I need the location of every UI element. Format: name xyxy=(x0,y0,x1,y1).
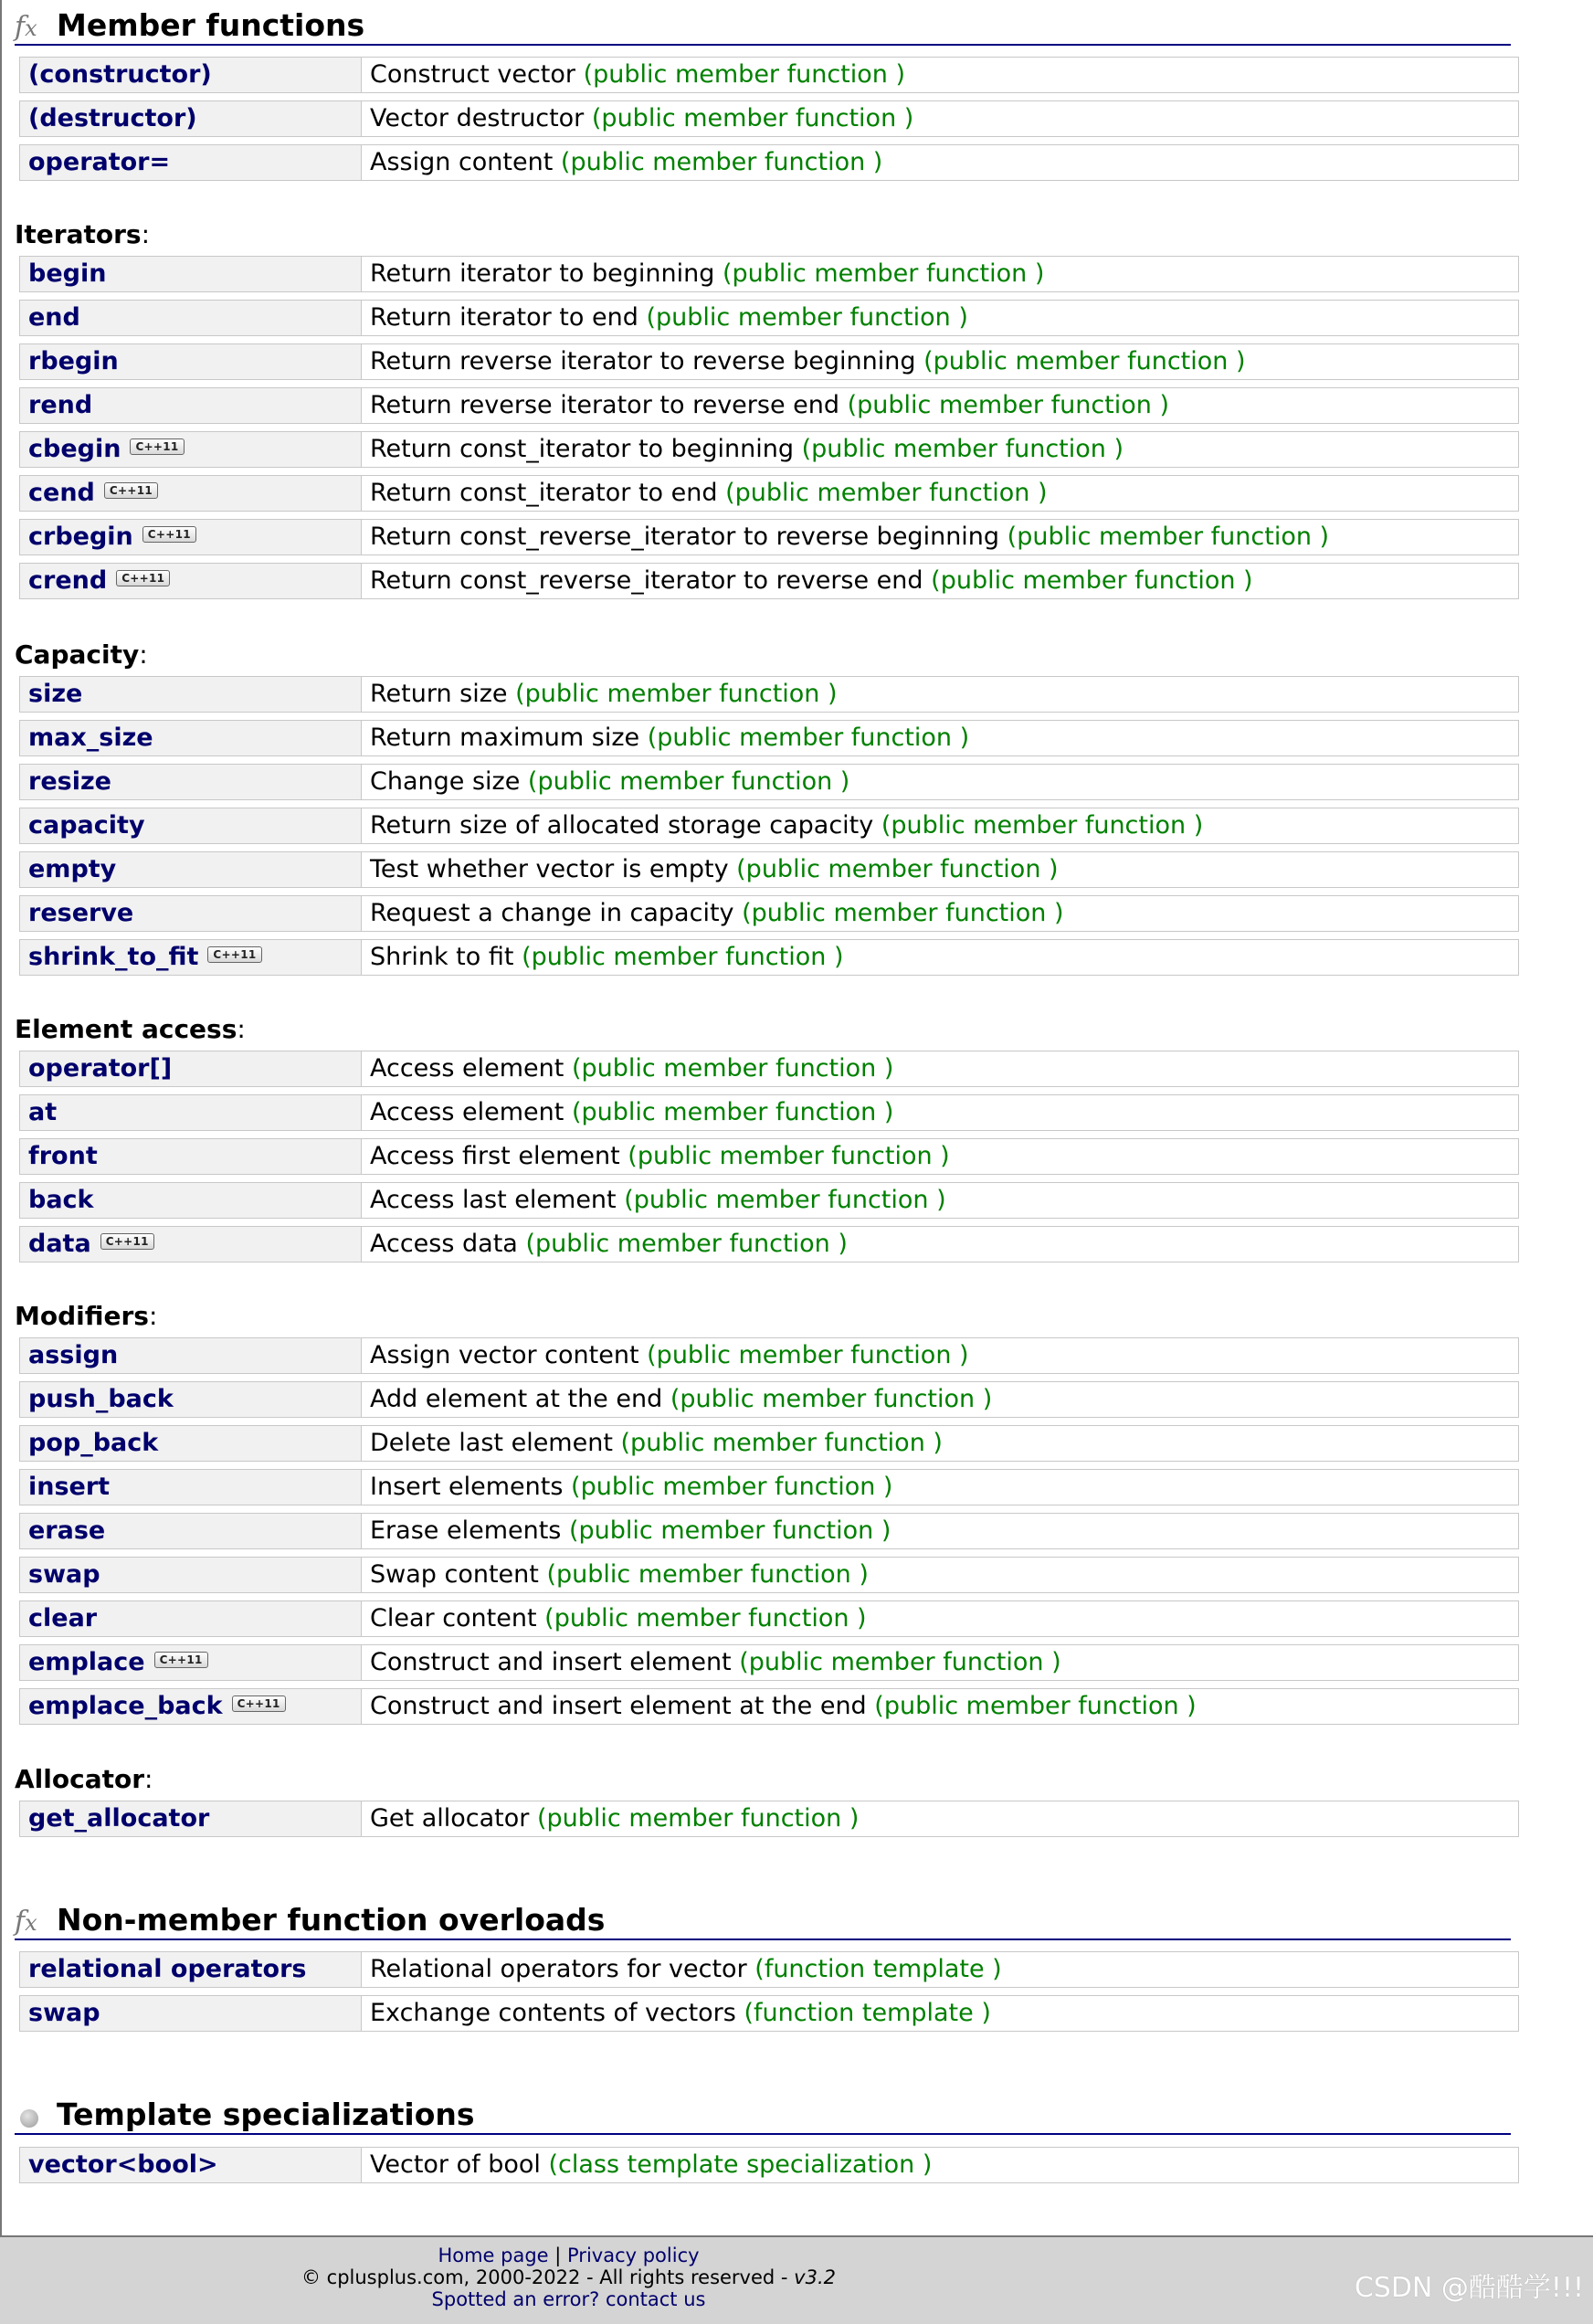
function-description: Return reverse iterator to reverse beginning (public member function ) xyxy=(370,347,1246,375)
function-description: Erase elements (public member function ) xyxy=(370,1516,891,1545)
function-kind: (public member function ) xyxy=(544,1604,867,1632)
function-kind: (public member function ) xyxy=(739,1648,1061,1676)
function-name-link[interactable]: (constructor) xyxy=(20,58,362,92)
cpp11-badge-icon: C++11 xyxy=(130,438,184,455)
function-name-link[interactable]: data C++11 xyxy=(20,1227,362,1262)
function-description: Return const_iterator to end (public member function ) xyxy=(370,479,1048,507)
function-description: Shrink to fit (public member function ) xyxy=(370,943,844,971)
function-kind: (public member function ) xyxy=(560,148,883,176)
function-name-link[interactable]: cbegin C++11 xyxy=(20,432,362,467)
function-name-link[interactable]: crbegin C++11 xyxy=(20,520,362,555)
cpp11-badge-icon: C++11 xyxy=(104,482,158,499)
function-kind: (public member function ) xyxy=(546,1560,869,1589)
section-header-member-functions xyxy=(15,7,1511,46)
function-description: Access first element (public member function ) xyxy=(370,1142,950,1170)
function-name-link[interactable]: capacity xyxy=(20,808,362,843)
function-description: Exchange contents of vectors (function template ) xyxy=(370,1999,991,2027)
table-row xyxy=(19,1182,1519,1219)
function-name-link[interactable]: rbegin xyxy=(20,344,362,379)
function-name-link[interactable]: vector<bool> xyxy=(20,2148,362,2182)
function-name-link[interactable]: shrink_to_fit C++11 xyxy=(20,940,362,975)
function-description: Return const_reverse_iterator to reverse beginning (public member function ) xyxy=(370,523,1330,551)
function-description: Return reverse iterator to reverse end (public member function ) xyxy=(370,391,1170,419)
table-non-member xyxy=(19,1951,1519,2039)
function-name-link[interactable]: at xyxy=(20,1095,362,1130)
home-page-link[interactable]: Home page xyxy=(438,2245,549,2266)
function-description: Return const_iterator to beginning (public member function ) xyxy=(370,435,1124,463)
function-name-link[interactable]: reserve xyxy=(20,896,362,931)
table-row xyxy=(19,1138,1519,1175)
function-description: Test whether vector is empty (public member function ) xyxy=(370,855,1059,883)
function-name-link[interactable]: begin xyxy=(20,257,362,291)
function-name-link[interactable]: push_back xyxy=(20,1382,362,1417)
function-kind: (public member function ) xyxy=(646,303,968,332)
bullet-icon xyxy=(20,2109,38,2128)
function-kind: (public member function ) xyxy=(522,943,844,971)
function-description: Return const_reverse_iterator to reverse end (public member function ) xyxy=(370,566,1253,595)
function-name-link[interactable]: pop_back xyxy=(20,1426,362,1461)
table-row xyxy=(19,1094,1519,1131)
function-name-link[interactable]: resize xyxy=(20,765,362,799)
version-label: v3.2 xyxy=(794,2266,836,2288)
table-allocator xyxy=(19,1801,1519,1844)
function-name-link[interactable]: insert xyxy=(20,1470,362,1505)
function-description: Return maximum size (public member function ) xyxy=(370,724,970,752)
function-kind: (public member function ) xyxy=(571,1098,894,1126)
function-description: Return iterator to beginning (public member function ) xyxy=(370,259,1045,288)
table-row xyxy=(19,300,1519,336)
function-description: Return iterator to end (public member function ) xyxy=(370,303,968,332)
function-name-link[interactable]: assign xyxy=(20,1338,362,1373)
function-name-link[interactable]: clear xyxy=(20,1601,362,1636)
footer-copyright: © cplusplus.com, 2000-2022 - All rights reserved - v3.2 xyxy=(301,2266,836,2288)
table-row xyxy=(19,57,1519,93)
function-name-link[interactable]: back xyxy=(20,1183,362,1218)
function-name-link[interactable]: emplace_back C++11 xyxy=(20,1689,362,1724)
cpp11-badge-icon: C++11 xyxy=(116,570,170,586)
function-description: Insert elements (public member function ) xyxy=(370,1473,893,1501)
section-header-specializations xyxy=(15,2097,1511,2135)
cpp11-badge-icon: C++11 xyxy=(100,1233,154,1250)
fx-icon: fx xyxy=(15,1906,37,1938)
function-description: Construct and insert element (public member function ) xyxy=(370,1648,1061,1676)
function-kind: (public member function ) xyxy=(620,1429,943,1457)
function-kind: (public member function ) xyxy=(736,855,1059,883)
function-name-link[interactable]: swap xyxy=(20,1996,362,2031)
section-header-non-member xyxy=(15,1902,1511,1940)
function-description: Relational operators for vector (function template ) xyxy=(370,1955,1002,1983)
function-kind: (public member function ) xyxy=(536,1804,860,1833)
footer-separator: | xyxy=(548,2245,568,2266)
table-row xyxy=(19,1557,1519,1593)
function-name-link[interactable]: front xyxy=(20,1139,362,1174)
table-row xyxy=(19,1644,1519,1681)
category-iterators: Iterators: xyxy=(15,219,151,249)
function-description: Assign vector content (public member function ) xyxy=(370,1341,969,1369)
table-iterators xyxy=(19,256,1519,607)
table-row xyxy=(19,1469,1519,1505)
function-kind: (public member function ) xyxy=(647,724,970,752)
function-description: Request a change in capacity (public member function ) xyxy=(370,899,1064,927)
function-name-link[interactable]: relational operators xyxy=(20,1952,362,1987)
table-element-access xyxy=(19,1051,1519,1270)
csdn-watermark: CSDN @酷酷学!!! xyxy=(1354,2272,1584,2304)
function-name-link[interactable]: cend C++11 xyxy=(20,476,362,511)
fx-icon: fx xyxy=(15,11,37,43)
function-kind: (public member function ) xyxy=(725,479,1048,507)
table-row xyxy=(19,720,1519,756)
function-kind: (public member function ) xyxy=(874,1692,1197,1720)
function-kind: (public member function ) xyxy=(722,259,1045,288)
function-description: Return size (public member function ) xyxy=(370,680,838,708)
table-row xyxy=(19,676,1519,713)
table-row xyxy=(19,343,1519,380)
function-description: Delete last element (public member function ) xyxy=(370,1429,943,1457)
table-row xyxy=(19,431,1519,468)
table-row xyxy=(19,1600,1519,1637)
function-kind: (public member function ) xyxy=(571,1473,893,1501)
function-name-link[interactable]: crend C++11 xyxy=(20,564,362,598)
function-kind: (public member function ) xyxy=(647,1341,969,1369)
function-kind: (public member function ) xyxy=(628,1142,950,1170)
function-description: Return size of allocated storage capacity (public member function ) xyxy=(370,811,1204,840)
function-name-link[interactable]: erase xyxy=(20,1514,362,1548)
function-kind: (public member function ) xyxy=(801,435,1124,463)
function-description: Construct vector (public member function ) xyxy=(370,60,906,89)
function-kind: (public member function ) xyxy=(527,767,850,796)
table-row xyxy=(19,1337,1519,1374)
function-kind: (public member function ) xyxy=(624,1186,946,1214)
function-description: Swap content (public member function ) xyxy=(370,1560,869,1589)
table-row xyxy=(19,1513,1519,1549)
table-row xyxy=(19,256,1519,292)
function-description: Get allocator (public member function ) xyxy=(370,1804,860,1833)
function-kind: (public member function ) xyxy=(881,811,1204,840)
cpp11-badge-icon: C++11 xyxy=(142,526,196,543)
cpp11-badge-icon: C++11 xyxy=(154,1652,208,1668)
function-name-link[interactable]: emplace C++11 xyxy=(20,1645,362,1680)
function-name-link[interactable]: operator[] xyxy=(20,1051,362,1086)
table-row xyxy=(19,144,1519,181)
function-description: Add element at the end (public member function ) xyxy=(370,1385,993,1413)
table-row xyxy=(19,1226,1519,1262)
function-name-link[interactable]: end xyxy=(20,301,362,335)
function-name-link[interactable]: rend xyxy=(20,388,362,423)
function-description: Clear content (public member function ) xyxy=(370,1604,867,1632)
table-row xyxy=(19,100,1519,137)
table-row xyxy=(19,939,1519,976)
table-row xyxy=(19,808,1519,844)
function-name-link[interactable]: swap xyxy=(20,1558,362,1592)
category-allocator: Allocator: xyxy=(15,1764,153,1794)
footer-links xyxy=(0,2245,1137,2266)
function-kind: (public member function ) xyxy=(583,60,906,89)
function-description: Vector of bool (class template specialization ) xyxy=(370,2150,933,2179)
function-description: Construct and insert element at the end (public member function ) xyxy=(370,1692,1197,1720)
function-kind: (public member function ) xyxy=(1007,523,1330,551)
function-kind: (function template ) xyxy=(744,1999,991,2027)
function-name-link[interactable]: operator= xyxy=(20,145,362,180)
section-title: Non-member function overloads xyxy=(57,1902,606,1938)
contact-us-link[interactable]: Spotted an error? contact us xyxy=(431,2288,706,2310)
table-row xyxy=(19,764,1519,800)
function-description: Change size (public member function ) xyxy=(370,767,850,796)
table-row xyxy=(19,1051,1519,1087)
function-description: Access element (public member function ) xyxy=(370,1054,894,1083)
table-row xyxy=(19,1425,1519,1462)
function-kind: (public member function ) xyxy=(525,1230,848,1258)
function-name-link[interactable]: max_size xyxy=(20,721,362,755)
section-title: Member functions xyxy=(57,7,365,43)
table-row xyxy=(19,895,1519,932)
function-kind: (function template ) xyxy=(754,1955,1002,1983)
function-description: Vector destructor (public member function ) xyxy=(370,104,914,132)
function-kind: (class template specialization ) xyxy=(548,2150,933,2179)
function-name-link[interactable]: get_allocator xyxy=(20,1801,362,1836)
privacy-policy-link[interactable]: Privacy policy xyxy=(567,2245,700,2266)
left-border xyxy=(0,0,2,2235)
function-kind: (public member function ) xyxy=(742,899,1064,927)
table-row xyxy=(19,563,1519,599)
table-row xyxy=(19,475,1519,512)
function-description: Assign content (public member function ) xyxy=(370,148,883,176)
function-kind: (public member function ) xyxy=(515,680,838,708)
table-general xyxy=(19,57,1519,188)
function-description: Access data (public member function ) xyxy=(370,1230,848,1258)
function-name-link[interactable]: (destructor) xyxy=(20,101,362,136)
table-row xyxy=(19,1688,1519,1725)
cpp11-badge-icon: C++11 xyxy=(207,946,261,963)
table-specializations xyxy=(19,2147,1519,2191)
function-name-link[interactable]: empty xyxy=(20,852,362,887)
function-description: Access last element (public member function ) xyxy=(370,1186,946,1214)
function-kind: (public member function ) xyxy=(571,1054,894,1083)
table-capacity xyxy=(19,676,1519,983)
category-element-access: Element access: xyxy=(15,1014,246,1044)
function-kind: (public member function ) xyxy=(568,1516,891,1545)
function-description: Access element (public member function ) xyxy=(370,1098,894,1126)
table-row xyxy=(19,1381,1519,1418)
table-row xyxy=(19,851,1519,888)
category-modifiers: Modifiers: xyxy=(15,1301,158,1331)
table-row xyxy=(19,1995,1519,2032)
function-kind: (public member function ) xyxy=(931,566,1253,595)
section-title: Template specializations xyxy=(57,2097,475,2132)
category-capacity: Capacity: xyxy=(15,639,148,670)
table-row xyxy=(19,1801,1519,1837)
table-row xyxy=(19,519,1519,555)
table-row xyxy=(19,2147,1519,2183)
table-row xyxy=(19,387,1519,424)
function-kind: (public member function ) xyxy=(670,1385,993,1413)
footer xyxy=(0,2235,1593,2324)
function-kind: (public member function ) xyxy=(847,391,1170,419)
function-kind: (public member function ) xyxy=(923,347,1246,375)
table-row xyxy=(19,1951,1519,1988)
footer-error xyxy=(0,2288,1137,2310)
cpp11-badge-icon: C++11 xyxy=(232,1695,286,1712)
function-kind: (public member function ) xyxy=(591,104,914,132)
function-name-link[interactable]: size xyxy=(20,677,362,712)
table-modifiers xyxy=(19,1337,1519,1732)
